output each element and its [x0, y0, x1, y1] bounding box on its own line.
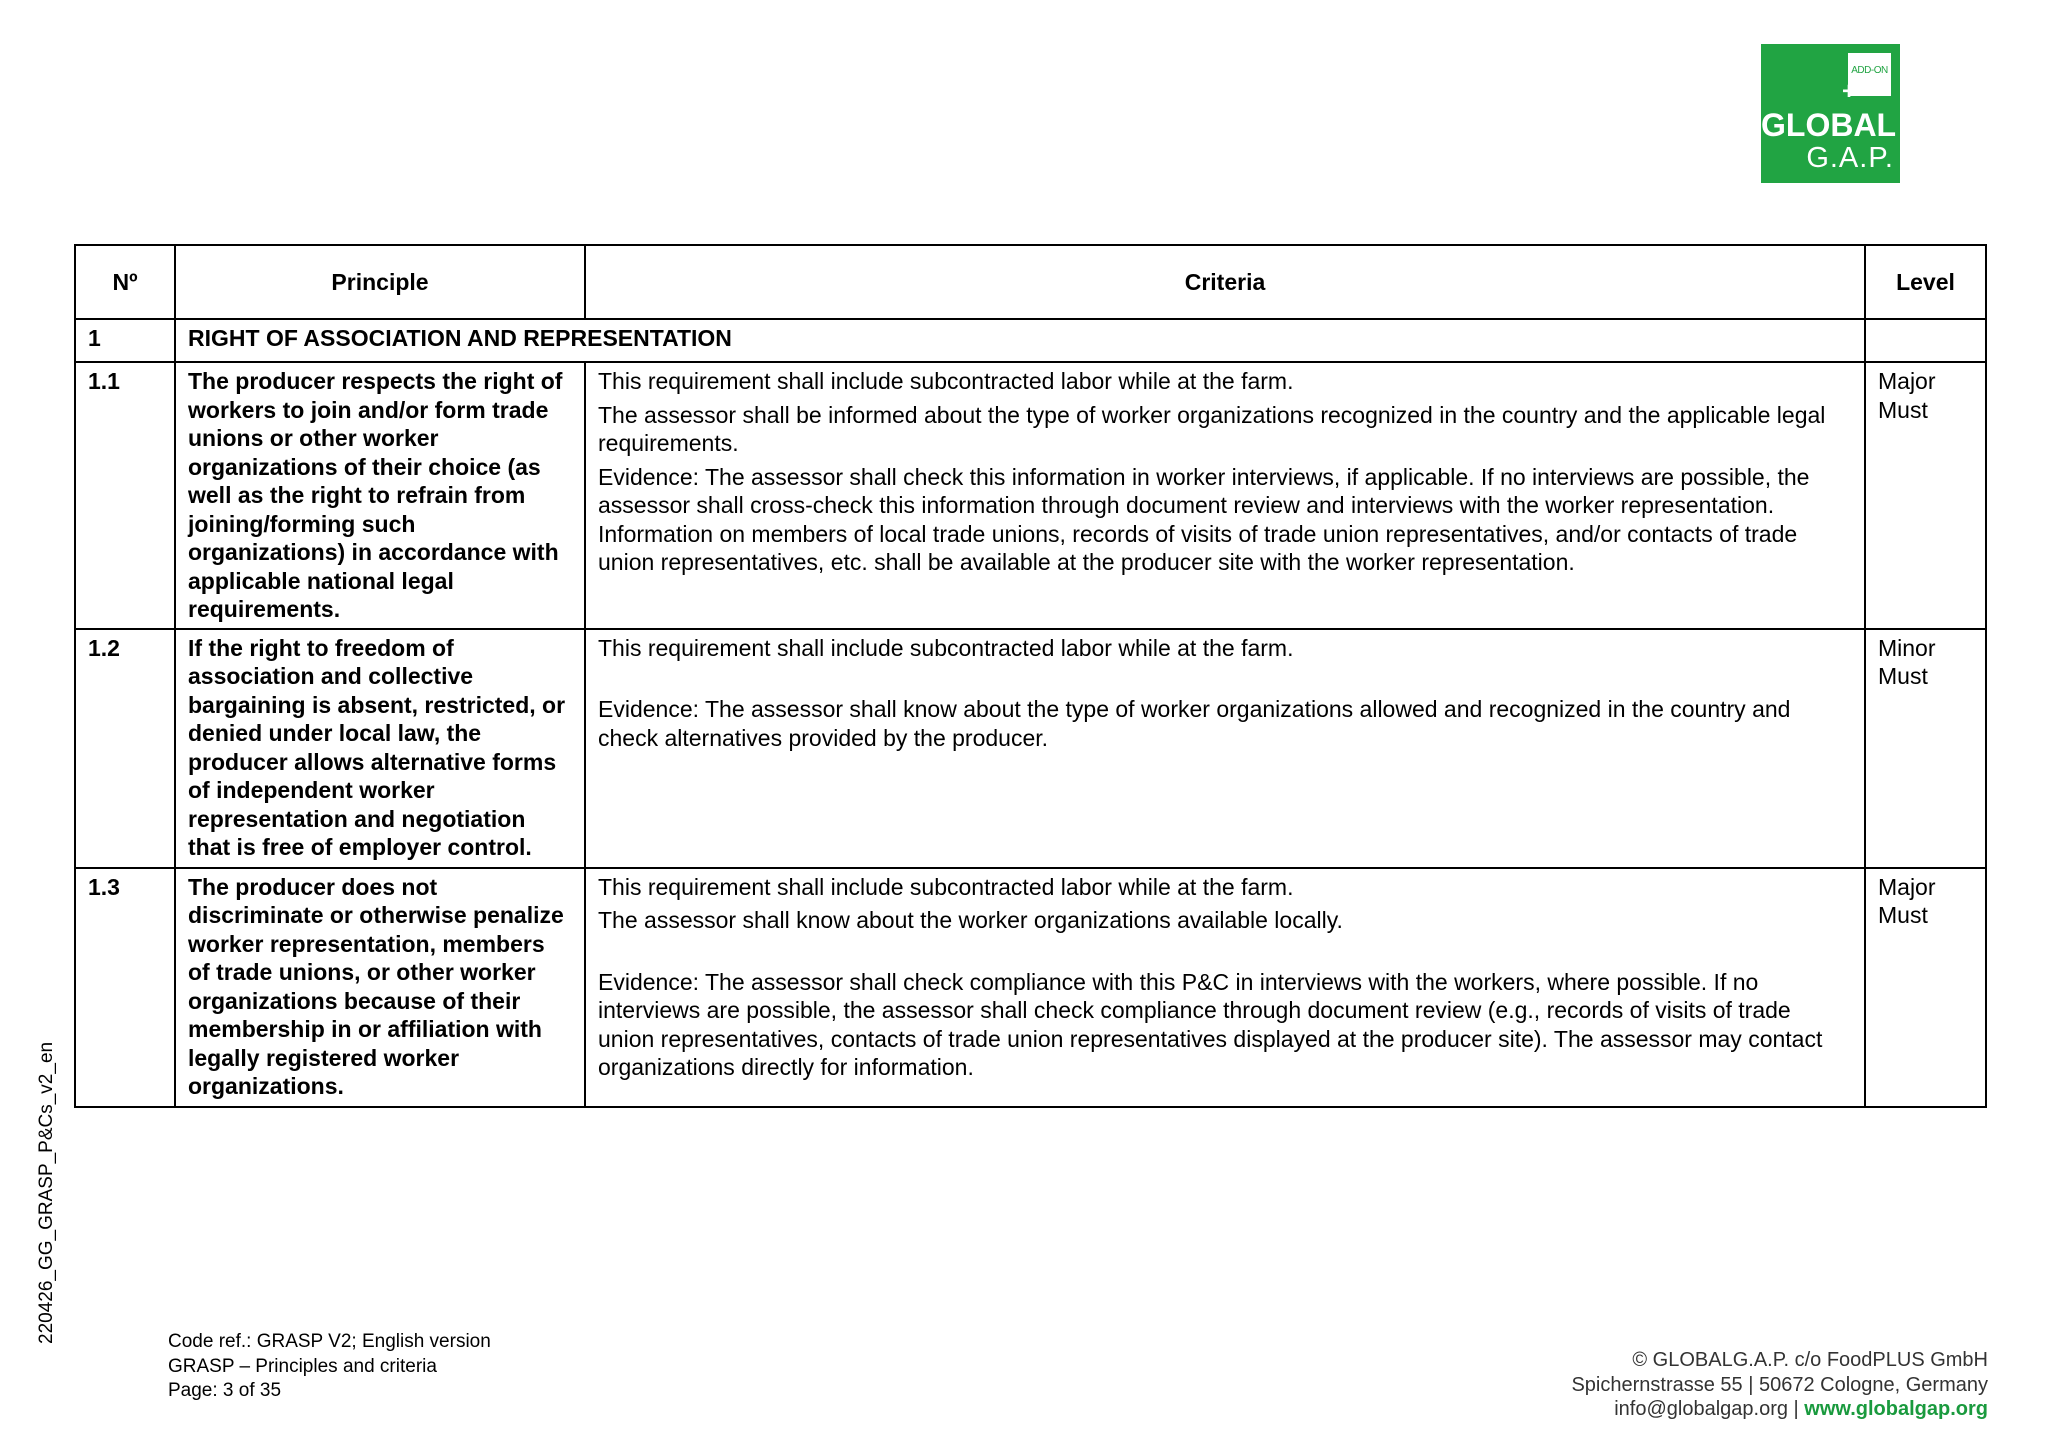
criteria-paragraph: Evidence: The assessor shall know about the type of worker organizations allowed and recognized in the country and check alternatives provided by the producer. — [598, 696, 1791, 751]
footer-page-number: Page: 3 of 35 — [168, 1380, 282, 1401]
footer-document-info — [168, 1330, 491, 1404]
row-level — [1865, 868, 1986, 1107]
footer-separator: | — [1787, 1398, 1805, 1420]
table-row — [75, 629, 1986, 868]
criteria-paragraph: Evidence: The assessor shall check compliance with this P&C in interviews with the workers, where possible. If no interviews are possible, the assessor shall check compliance through document review (e.g., records of visits of trade union representatives, contacts of trade union representatives displayed at the producer site). The assessor may contact organizations directly for information. — [598, 968, 1823, 1080]
globalgap-addon-logo — [1761, 44, 1900, 183]
table-row — [75, 362, 1986, 629]
criteria-paragraph: This requirement shall include subcontracted labor while at the farm. — [598, 634, 1294, 661]
criteria-paragraph: This requirement shall include subcontracted labor while at the farm. — [598, 873, 1294, 900]
header-principle: Principle — [175, 245, 585, 319]
logo-word-gap: G.A.P. — [1806, 142, 1894, 174]
level-severity: Minor — [1878, 634, 1936, 661]
row-number: 1.1 — [75, 362, 175, 629]
row-principle: The producer does not discriminate or otherwise penalize worker representation, members of trade unions, or other worker organizations because of their membership in or affiliation with legally registered worker organizations. — [175, 868, 585, 1107]
row-level — [1865, 629, 1986, 868]
row-number: 1.2 — [75, 629, 175, 868]
plus-icon: + — [1842, 78, 1857, 105]
principles-criteria-table — [74, 244, 1987, 1108]
document-code-vertical: 220426_GG_GRASP_P&Cs_v2_en — [36, 1041, 57, 1344]
header-criteria: Criteria — [585, 245, 1865, 319]
footer-company: © GLOBALG.A.P. c/o FoodPLUS GmbH — [1632, 1349, 1988, 1371]
level-type: Must — [1878, 396, 1928, 423]
row-number: 1.3 — [75, 868, 175, 1107]
footer-contact-line — [1571, 1397, 1988, 1422]
level-severity: Major — [1878, 873, 1936, 900]
table-header-row — [75, 245, 1986, 319]
footer-website-link[interactable]: www.globalgap.org — [1804, 1398, 1988, 1420]
table-row — [75, 868, 1986, 1107]
section-title: RIGHT OF ASSOCIATION AND REPRESENTATION — [175, 319, 1865, 362]
criteria-paragraph: This requirement shall include subcontracted labor while at the farm. — [598, 368, 1294, 394]
criteria-paragraph: The assessor shall be informed about the type of worker organizations recognized in the country and the applicable legal requirements. — [598, 401, 1826, 456]
row-criteria — [585, 629, 1865, 868]
footer-contact — [1571, 1348, 1988, 1422]
criteria-paragraph: The assessor shall know about the worker organizations available locally. — [598, 907, 1343, 933]
section-number: 1 — [75, 319, 175, 362]
section-level-empty — [1865, 319, 1986, 362]
footer-address: Spichernstrasse 55 | 50672 Cologne, Germany — [1571, 1373, 1988, 1396]
section-row — [75, 319, 1986, 362]
level-type: Must — [1878, 663, 1928, 689]
level-severity: Major — [1878, 368, 1936, 394]
header-number: Nº — [75, 245, 175, 319]
header-level: Level — [1865, 245, 1986, 319]
row-level — [1865, 362, 1986, 629]
logo-word-global: GLOBAL — [1761, 107, 1897, 143]
footer-code-ref: Code ref.: GRASP V2; English version — [168, 1331, 491, 1352]
row-principle: The producer respects the right of workers to join and/or form trade unions or other worker organizations of their choice (as well as the right to refrain from joining/forming such organizations) in accordance with applicable national legal requirements. — [175, 362, 585, 629]
row-principle: If the right to freedom of association and collective bargaining is absent, restricted, or denied under local law, the producer allows alternative forms of independent worker representation and negotiation that is free of employer control. — [175, 629, 585, 868]
row-criteria — [585, 362, 1865, 629]
row-criteria — [585, 868, 1865, 1107]
level-type: Must — [1878, 902, 1928, 928]
criteria-paragraph: Evidence: The assessor shall check this information in worker interviews, if applicable. If no interviews are possible, the assessor shall cross-check this information through document review and interviews with the worker representation. Information on members of local trade unions, records of visits of trade union representatives, and/or contacts of trade union representatives, etc. shall be available at the producer site with the worker representation. — [598, 463, 1810, 575]
addon-label: ADD-ON — [1851, 65, 1888, 76]
footer-doc-title: GRASP – Principles and criteria — [168, 1355, 437, 1377]
footer-email[interactable]: info@globalgap.org — [1614, 1398, 1788, 1420]
